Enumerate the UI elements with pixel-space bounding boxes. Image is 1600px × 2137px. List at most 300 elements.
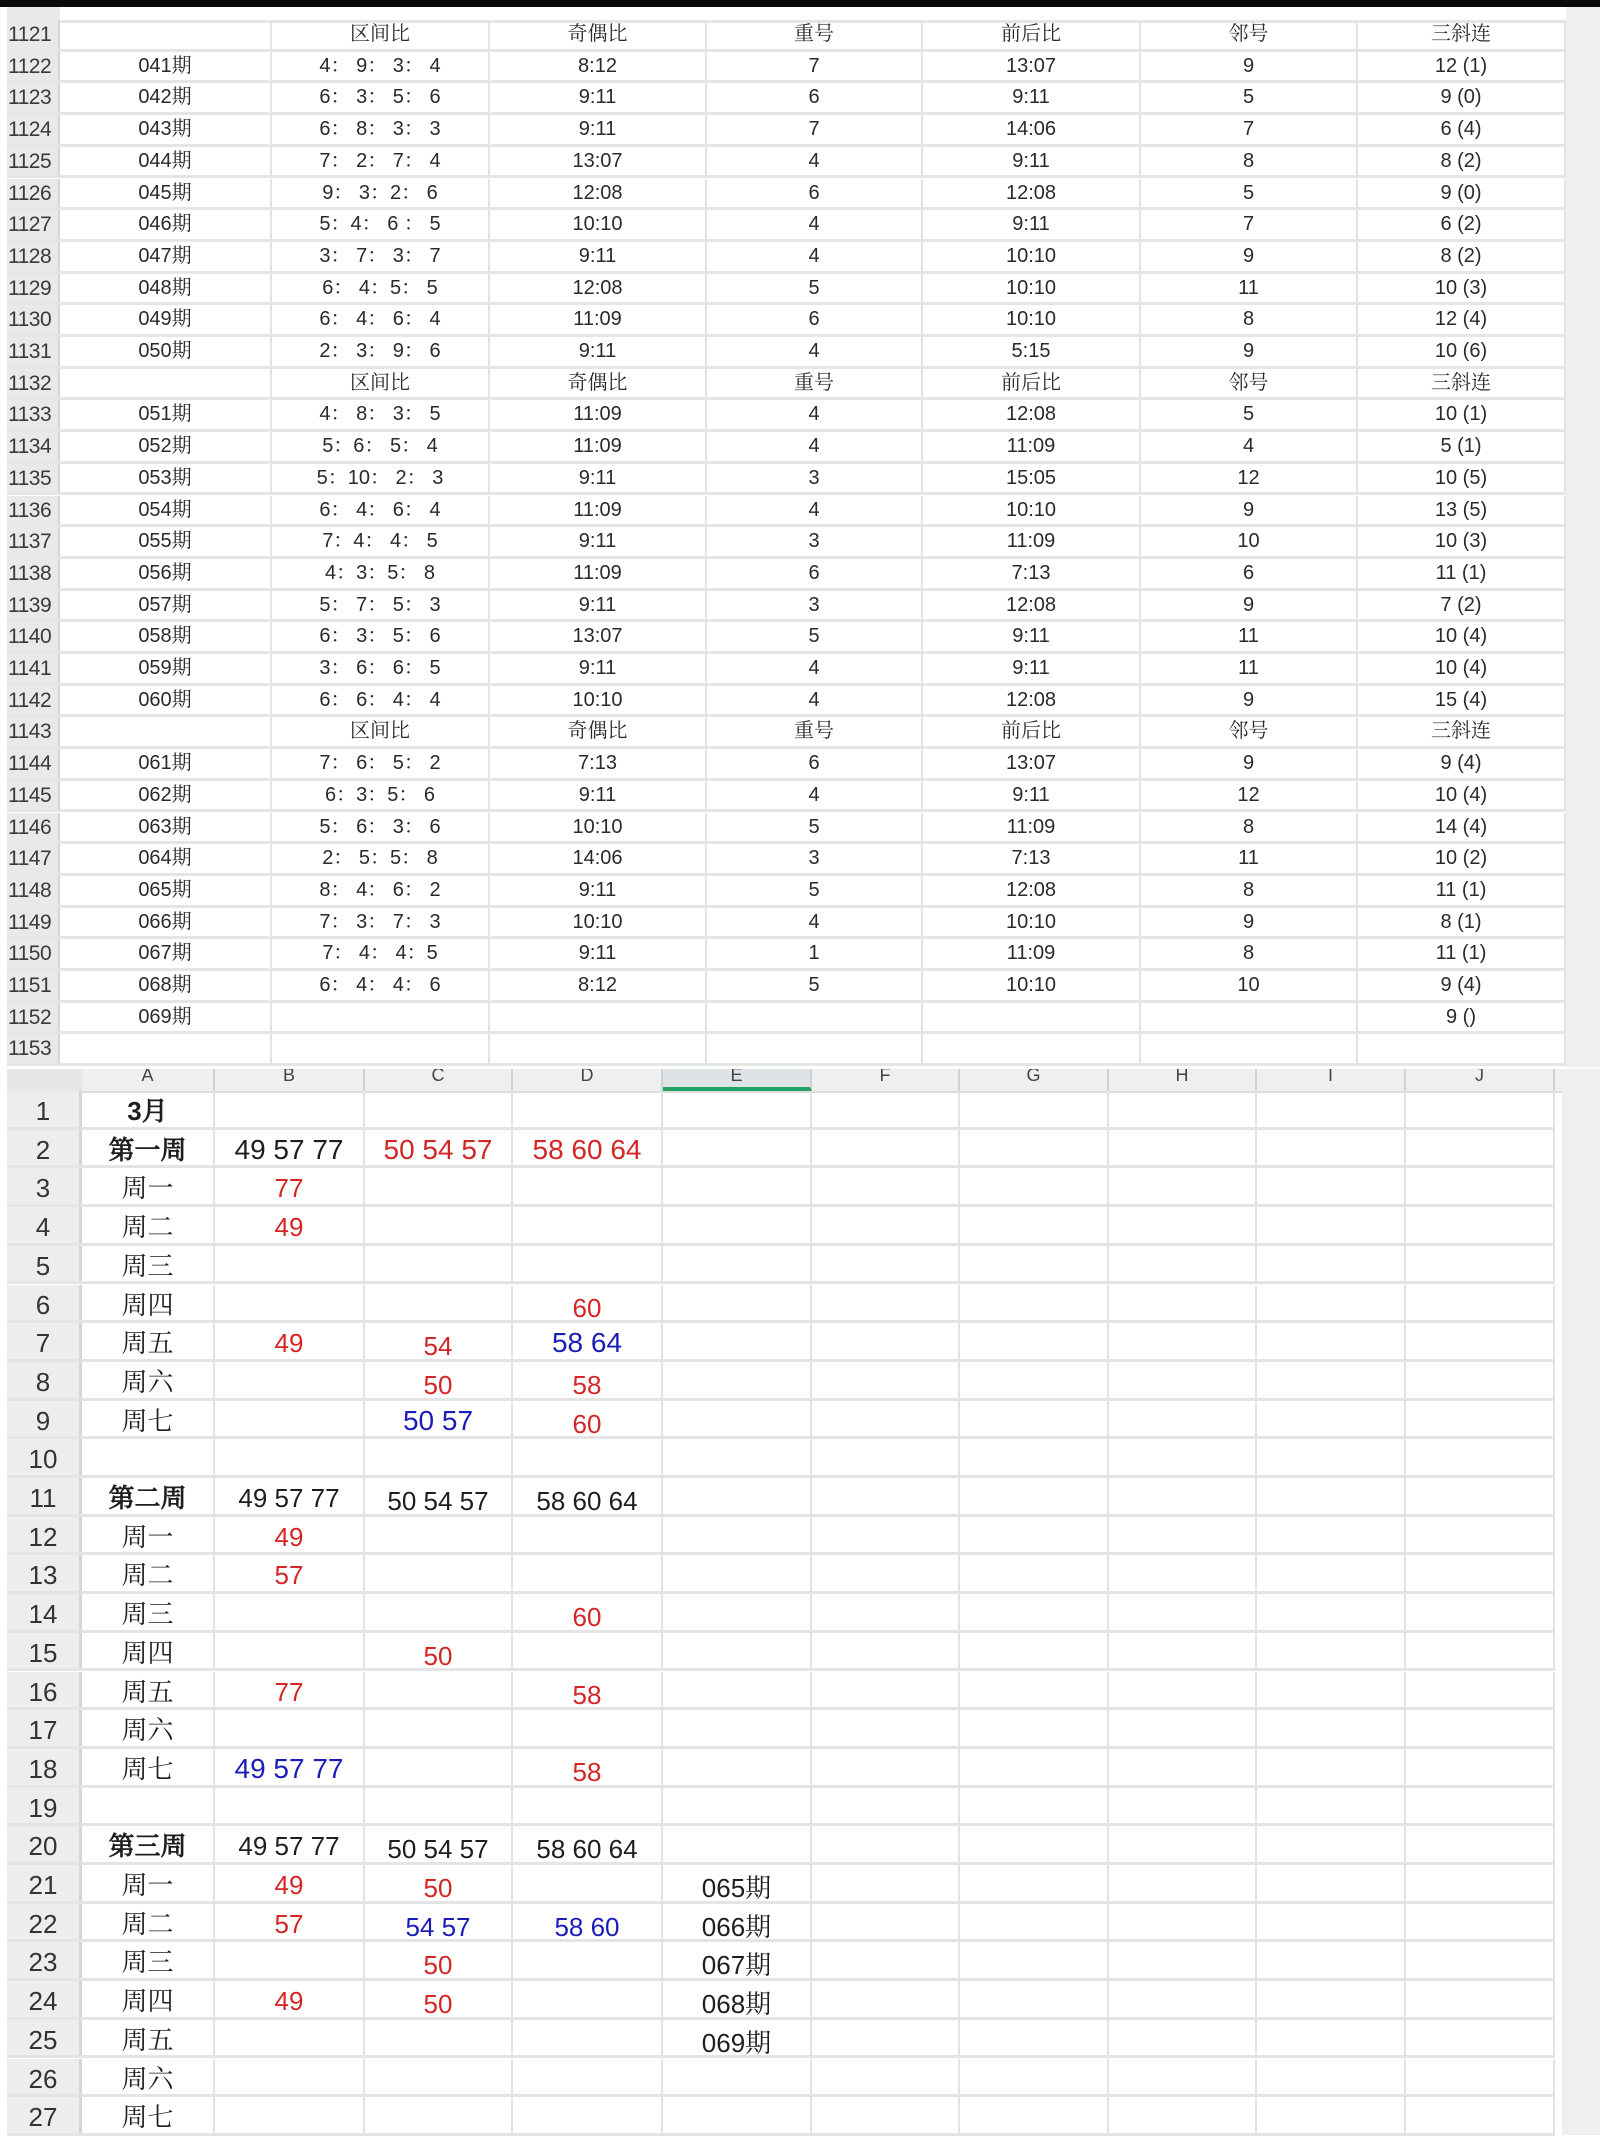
row-number[interactable]: 5 (7, 1246, 82, 1282)
cell[interactable] (812, 1904, 960, 1940)
row-number[interactable]: 10 (7, 1439, 82, 1475)
cell[interactable]: 6： 3： 5： 6 (272, 622, 490, 651)
cell[interactable]: 6：3：5： 6 (272, 781, 490, 810)
cell[interactable] (812, 1517, 960, 1553)
cell[interactable]: 7： 3： 7： 3 (272, 908, 490, 937)
cell[interactable]: 49 57 77 (215, 1130, 365, 1166)
cell[interactable]: 10:10 (490, 210, 707, 239)
cell[interactable] (1406, 1904, 1555, 1940)
cell[interactable] (1406, 1401, 1555, 1437)
cell[interactable] (60, 1034, 272, 1063)
cell[interactable]: 8 (1) (1358, 908, 1566, 937)
cell[interactable] (1257, 1788, 1406, 1824)
cell[interactable] (1109, 1517, 1257, 1553)
cell[interactable]: 4 (707, 400, 923, 429)
cell[interactable]: 5 (707, 813, 923, 842)
cell[interactable] (365, 1439, 513, 1475)
row-number[interactable]: 1138 (7, 559, 60, 588)
cell[interactable] (663, 1749, 812, 1785)
column-label-cell[interactable]: 邻号 (1141, 717, 1358, 746)
cell[interactable] (663, 1285, 812, 1321)
cell[interactable] (1257, 1517, 1406, 1553)
cell[interactable] (1109, 1904, 1257, 1940)
cell[interactable]: 15 (4) (1358, 686, 1566, 715)
cell[interactable]: 10 (1141, 527, 1358, 556)
cell[interactable] (812, 1826, 960, 1862)
cell[interactable]: 9： 3：2： 6 (272, 179, 490, 208)
cell[interactable] (707, 1034, 923, 1063)
cell[interactable]: 9 (0) (1358, 83, 1566, 112)
cell[interactable] (663, 1362, 812, 1398)
cell[interactable]: 049期 (60, 305, 272, 334)
cell[interactable] (365, 1517, 513, 1553)
cell[interactable] (663, 1439, 812, 1475)
cell[interactable] (663, 1594, 812, 1630)
cell[interactable]: 050期 (60, 337, 272, 366)
cell[interactable] (1257, 1130, 1406, 1166)
cell[interactable] (812, 1168, 960, 1204)
cell[interactable] (960, 1130, 1109, 1166)
cell[interactable] (513, 1439, 663, 1475)
row-number[interactable]: 17 (7, 1710, 82, 1746)
row-number[interactable]: 18 (7, 1749, 82, 1785)
cell[interactable] (215, 1285, 365, 1321)
column-label-cell[interactable]: 奇偶比 (490, 20, 707, 49)
cell[interactable]: 12 (1141, 464, 1358, 493)
cell[interactable]: 11 (1141, 654, 1358, 683)
cell[interactable]: 7： 4： 4：5 (272, 939, 490, 968)
cell[interactable] (1257, 2059, 1406, 2095)
cell[interactable]: 13:07 (923, 749, 1141, 778)
cell[interactable]: 3 (707, 591, 923, 620)
cell[interactable]: 7：4： 4： 5 (272, 527, 490, 556)
cell[interactable]: 8 (1141, 305, 1358, 334)
cell[interactable]: 周五 (82, 1672, 215, 1708)
cell[interactable] (1257, 2020, 1406, 2056)
cell[interactable]: 周四 (82, 1285, 215, 1321)
cell[interactable] (1406, 2097, 1555, 2133)
cell[interactable] (663, 1633, 812, 1669)
cell[interactable] (1406, 1710, 1555, 1746)
cell[interactable]: 3 (707, 527, 923, 556)
cell[interactable] (663, 1091, 812, 1127)
cell[interactable]: 50 54 57 (365, 1478, 513, 1514)
cell[interactable]: 066期 (60, 908, 272, 937)
cell[interactable] (960, 1478, 1109, 1514)
column-header-d[interactable]: D (513, 1069, 663, 1091)
cell[interactable]: 3月 (82, 1091, 215, 1127)
row-number[interactable]: 6 (7, 1285, 82, 1321)
cell[interactable]: 9:11 (490, 591, 707, 620)
row-number[interactable]: 1148 (7, 876, 60, 905)
cell[interactable]: 060期 (60, 686, 272, 715)
cell[interactable]: 49 (215, 1517, 365, 1553)
cell[interactable]: 6： 4： 4： 6 (272, 971, 490, 1000)
cell[interactable]: 9 (4) (1358, 749, 1566, 778)
cell[interactable]: 50 (365, 1981, 513, 2017)
cell[interactable] (707, 1003, 923, 1032)
cell[interactable]: 60 (513, 1285, 663, 1321)
cell[interactable]: 5 (1) (1358, 432, 1566, 461)
cell[interactable] (1109, 1749, 1257, 1785)
cell[interactable] (1109, 1710, 1257, 1746)
cell[interactable]: 2： 3： 9： 6 (272, 337, 490, 366)
cell[interactable] (1257, 1865, 1406, 1901)
cell[interactable] (663, 1168, 812, 1204)
cell[interactable]: 6： 4：5： 5 (272, 274, 490, 303)
row-number[interactable]: 1151 (7, 971, 60, 1000)
cell[interactable]: 4 (707, 432, 923, 461)
cell[interactable]: 10 (3) (1358, 274, 1566, 303)
cell[interactable]: 7:13 (490, 749, 707, 778)
cell[interactable]: 10:10 (490, 908, 707, 937)
cell[interactable] (1406, 1207, 1555, 1243)
cell[interactable] (960, 1942, 1109, 1978)
cell[interactable]: 7 (1141, 115, 1358, 144)
cell[interactable] (272, 1003, 490, 1032)
cell[interactable]: 9:11 (490, 939, 707, 968)
cell[interactable]: 10:10 (923, 242, 1141, 271)
cell[interactable]: 6 (707, 83, 923, 112)
cell[interactable]: 周二 (82, 1904, 215, 1940)
cell[interactable] (960, 1672, 1109, 1708)
column-label-cell[interactable]: 前后比 (923, 717, 1141, 746)
cell[interactable]: 4： 9： 3： 4 (272, 52, 490, 81)
cell[interactable] (960, 1633, 1109, 1669)
cell[interactable]: 3： 6： 6： 5 (272, 654, 490, 683)
cell[interactable]: 3 (707, 844, 923, 873)
cell[interactable]: 069期 (663, 2020, 812, 2056)
row-number[interactable]: 1134 (7, 432, 60, 461)
column-label-cell[interactable]: 重号 (707, 369, 923, 398)
cell[interactable]: 11:09 (490, 559, 707, 588)
cell[interactable]: 周三 (82, 1246, 215, 1282)
cell[interactable]: 12:08 (923, 179, 1141, 208)
cell[interactable] (215, 1710, 365, 1746)
cell[interactable] (663, 1710, 812, 1746)
cell[interactable]: 4 (707, 147, 923, 176)
cell[interactable]: 9:11 (490, 527, 707, 556)
cell[interactable]: 6 (2) (1358, 210, 1566, 239)
cell[interactable]: 6 (707, 559, 923, 588)
row-number[interactable]: 4 (7, 1207, 82, 1243)
row-number[interactable]: 1137 (7, 527, 60, 556)
cell[interactable] (513, 1517, 663, 1553)
column-label-cell[interactable]: 区间比 (272, 369, 490, 398)
cell[interactable] (960, 1246, 1109, 1282)
cell[interactable]: 068期 (663, 1981, 812, 2017)
cell[interactable] (663, 2097, 812, 2133)
cell[interactable]: 11:09 (923, 813, 1141, 842)
cell[interactable] (1406, 1246, 1555, 1282)
cell[interactable] (490, 1034, 707, 1063)
cell[interactable] (1406, 1362, 1555, 1398)
cell[interactable] (960, 2097, 1109, 2133)
row-number[interactable]: 1133 (7, 400, 60, 429)
cell[interactable]: 58 60 64 (513, 1826, 663, 1862)
cell[interactable]: 054期 (60, 496, 272, 525)
cell[interactable]: 9:11 (923, 147, 1141, 176)
column-label-cell[interactable]: 前后比 (923, 369, 1141, 398)
cell[interactable]: 061期 (60, 749, 272, 778)
cell[interactable]: 周一 (82, 1517, 215, 1553)
cell[interactable] (812, 1942, 960, 1978)
cell[interactable]: 58 (513, 1749, 663, 1785)
cell[interactable]: 周六 (82, 2059, 215, 2095)
cell[interactable] (365, 1788, 513, 1824)
cell[interactable]: 周四 (82, 1633, 215, 1669)
cell[interactable] (1109, 2097, 1257, 2133)
cell[interactable] (960, 1981, 1109, 2017)
row-number[interactable]: 1121 (7, 20, 60, 49)
cell[interactable]: 5:15 (923, 337, 1141, 366)
cell[interactable] (1257, 1633, 1406, 1669)
cell[interactable]: 第三周 (82, 1826, 215, 1862)
row-number[interactable]: 1141 (7, 654, 60, 683)
cell[interactable] (1257, 1478, 1406, 1514)
cell[interactable]: 7 (1141, 210, 1358, 239)
cell[interactable]: 6 (4) (1358, 115, 1566, 144)
cell[interactable] (215, 1633, 365, 1669)
cell[interactable] (1406, 1439, 1555, 1475)
cell[interactable] (1257, 1168, 1406, 1204)
cell[interactable] (215, 2020, 365, 2056)
cell[interactable] (365, 2097, 513, 2133)
row-number[interactable]: 27 (7, 2097, 82, 2133)
column-label-cell[interactable]: 三斜连 (1358, 20, 1566, 49)
cell[interactable]: 9 (4) (1358, 971, 1566, 1000)
cell[interactable] (663, 1130, 812, 1166)
row-number[interactable]: 24 (7, 1981, 82, 2017)
cell[interactable] (513, 1981, 663, 2017)
cell[interactable] (960, 1788, 1109, 1824)
cell[interactable]: 12:08 (490, 179, 707, 208)
vertical-scrollbar[interactable] (1566, 7, 1600, 1067)
cell[interactable]: 57 (215, 1555, 365, 1591)
cell[interactable] (960, 1865, 1109, 1901)
cell[interactable]: 5：10： 2： 3 (272, 464, 490, 493)
cell[interactable]: 10:10 (923, 274, 1141, 303)
row-number[interactable]: 1126 (7, 179, 60, 208)
cell[interactable] (513, 1633, 663, 1669)
row-number[interactable]: 1124 (7, 115, 60, 144)
cell[interactable]: 49 (215, 1323, 365, 1359)
cell[interactable]: 9:11 (490, 337, 707, 366)
cell[interactable]: 9:11 (490, 876, 707, 905)
cell[interactable] (812, 1362, 960, 1398)
cell[interactable]: 周三 (82, 1942, 215, 1978)
cell[interactable]: 9:11 (923, 622, 1141, 651)
cell[interactable] (1406, 1323, 1555, 1359)
cell[interactable]: 069期 (60, 1003, 272, 1032)
cell[interactable] (1257, 1981, 1406, 2017)
cell[interactable]: 50 57 (365, 1401, 513, 1437)
cell[interactable] (513, 2020, 663, 2056)
row-number[interactable]: 1 (7, 1091, 82, 1127)
cell[interactable]: 5： 6： 3： 6 (272, 813, 490, 842)
cell[interactable]: 4： 8： 3： 5 (272, 400, 490, 429)
cell[interactable]: 14:06 (923, 115, 1141, 144)
cell[interactable] (1406, 1633, 1555, 1669)
column-label-cell[interactable]: 重号 (707, 20, 923, 49)
cell[interactable] (365, 1285, 513, 1321)
row-number[interactable]: 1122 (7, 52, 60, 81)
cell[interactable]: 10:10 (923, 305, 1141, 334)
cell[interactable]: 50 54 57 (365, 1826, 513, 1862)
column-label-cell[interactable]: 奇偶比 (490, 717, 707, 746)
row-number[interactable]: 16 (7, 1672, 82, 1708)
cell[interactable]: 10 (3) (1358, 527, 1566, 556)
cell[interactable] (663, 1401, 812, 1437)
cell[interactable]: 9 (1141, 749, 1358, 778)
cell[interactable]: 9:11 (923, 654, 1141, 683)
cell[interactable] (1406, 1672, 1555, 1708)
column-label-cell[interactable]: 重号 (707, 717, 923, 746)
cell[interactable] (513, 1091, 663, 1127)
cell[interactable]: 4 (707, 496, 923, 525)
row-number[interactable]: 1131 (7, 337, 60, 366)
cell[interactable] (1257, 1594, 1406, 1630)
cell[interactable]: 9:11 (923, 83, 1141, 112)
cell[interactable]: 11 (1) (1358, 876, 1566, 905)
cell[interactable]: 047期 (60, 242, 272, 271)
cell[interactable]: 49 (215, 1207, 365, 1243)
cell[interactable]: 10 (6) (1358, 337, 1566, 366)
column-header-g[interactable]: G (960, 1069, 1109, 1091)
cell[interactable]: 14 (4) (1358, 813, 1566, 842)
cell[interactable] (663, 1555, 812, 1591)
cell[interactable] (812, 1788, 960, 1824)
cell[interactable]: 5 (1141, 179, 1358, 208)
cell[interactable]: 13:07 (923, 52, 1141, 81)
cell[interactable] (663, 2059, 812, 2095)
cell[interactable] (1109, 1981, 1257, 2017)
cell[interactable]: 58 60 (513, 1904, 663, 1940)
cell[interactable]: 9 () (1358, 1003, 1566, 1032)
cell[interactable]: 065期 (60, 876, 272, 905)
column-header-e[interactable]: E (663, 1069, 812, 1091)
cell[interactable] (82, 1788, 215, 1824)
cell[interactable]: 58 60 64 (513, 1130, 663, 1166)
cell[interactable] (960, 1710, 1109, 1746)
cell[interactable]: 063期 (60, 813, 272, 842)
cell[interactable] (1109, 1323, 1257, 1359)
cell[interactable]: 49 (215, 1981, 365, 2017)
cell[interactable] (1257, 1826, 1406, 1862)
cell[interactable]: 8 (1141, 876, 1358, 905)
cell[interactable]: 048期 (60, 274, 272, 303)
cell[interactable]: 周七 (82, 1749, 215, 1785)
cell[interactable]: 9 (1141, 242, 1358, 271)
row-number[interactable]: 22 (7, 1904, 82, 1940)
row-number[interactable]: 1145 (7, 781, 60, 810)
row-number[interactable]: 1144 (7, 749, 60, 778)
cell[interactable] (812, 1710, 960, 1746)
cell[interactable] (1257, 1439, 1406, 1475)
row-number[interactable]: 1125 (7, 147, 60, 176)
cell[interactable]: 9 (1141, 337, 1358, 366)
cell[interactable] (513, 1207, 663, 1243)
cell[interactable]: 7 (707, 52, 923, 81)
row-number[interactable]: 1139 (7, 591, 60, 620)
cell[interactable]: 067期 (60, 939, 272, 968)
cell[interactable]: 042期 (60, 83, 272, 112)
cell[interactable] (1109, 1130, 1257, 1166)
cell[interactable] (812, 1439, 960, 1475)
cell[interactable] (1406, 1285, 1555, 1321)
cell[interactable]: 9:11 (490, 83, 707, 112)
cell[interactable]: 3： 7： 3： 7 (272, 242, 490, 271)
cell[interactable] (812, 1672, 960, 1708)
cell[interactable] (1406, 1091, 1555, 1127)
column-header-a[interactable]: A (82, 1069, 215, 1091)
cell[interactable] (960, 1323, 1109, 1359)
cell[interactable]: 052期 (60, 432, 272, 461)
cell[interactable] (812, 1594, 960, 1630)
row-number[interactable]: 14 (7, 1594, 82, 1630)
cell[interactable]: 059期 (60, 654, 272, 683)
cell[interactable] (960, 1555, 1109, 1591)
cell[interactable]: 055期 (60, 527, 272, 556)
cell[interactable] (960, 1401, 1109, 1437)
cell[interactable] (1109, 1207, 1257, 1243)
cell[interactable] (1406, 2059, 1555, 2095)
cell[interactable]: 8 (1141, 939, 1358, 968)
row-number[interactable]: 1153 (7, 1034, 60, 1063)
cell[interactable]: 13:07 (490, 147, 707, 176)
cell[interactable]: 50 (365, 1633, 513, 1669)
cell[interactable] (663, 1788, 812, 1824)
row-number[interactable]: 12 (7, 1517, 82, 1553)
cell[interactable]: 5： 7： 5： 3 (272, 591, 490, 620)
cell[interactable] (365, 1710, 513, 1746)
cell[interactable]: 9:11 (490, 242, 707, 271)
cell[interactable]: 第二周 (82, 1478, 215, 1514)
cell[interactable]: 54 57 (365, 1904, 513, 1940)
cell[interactable] (1257, 1091, 1406, 1127)
cell[interactable] (812, 1749, 960, 1785)
cell[interactable]: 9 (1141, 496, 1358, 525)
cell[interactable]: 周一 (82, 1865, 215, 1901)
cell[interactable] (1406, 2020, 1555, 2056)
cell[interactable]: 12:08 (490, 274, 707, 303)
cell[interactable] (812, 2059, 960, 2095)
cell[interactable]: 10:10 (923, 496, 1141, 525)
cell[interactable]: 11 (1) (1358, 559, 1566, 588)
select-all-corner[interactable] (7, 1069, 82, 1091)
cell[interactable] (1141, 1034, 1358, 1063)
cell[interactable]: 6 (1141, 559, 1358, 588)
column-label-cell[interactable]: 邻号 (1141, 369, 1358, 398)
cell[interactable]: 10:10 (490, 813, 707, 842)
cell[interactable]: 11:09 (923, 939, 1141, 968)
cell[interactable] (1109, 1633, 1257, 1669)
column-label-cell[interactable] (60, 20, 272, 49)
cell[interactable]: 49 (215, 1865, 365, 1901)
cell[interactable]: 12:08 (923, 591, 1141, 620)
cell[interactable] (960, 1362, 1109, 1398)
cell[interactable]: 58 (513, 1672, 663, 1708)
cell[interactable] (365, 1749, 513, 1785)
cell[interactable]: 4 (707, 654, 923, 683)
cell[interactable]: 8 (1141, 813, 1358, 842)
cell[interactable] (1257, 1672, 1406, 1708)
cell[interactable] (1257, 1749, 1406, 1785)
cell[interactable]: 9 (0) (1358, 179, 1566, 208)
cell[interactable] (1406, 1478, 1555, 1514)
column-header-i[interactable]: I (1257, 1069, 1406, 1091)
row-number[interactable]: 1150 (7, 939, 60, 968)
